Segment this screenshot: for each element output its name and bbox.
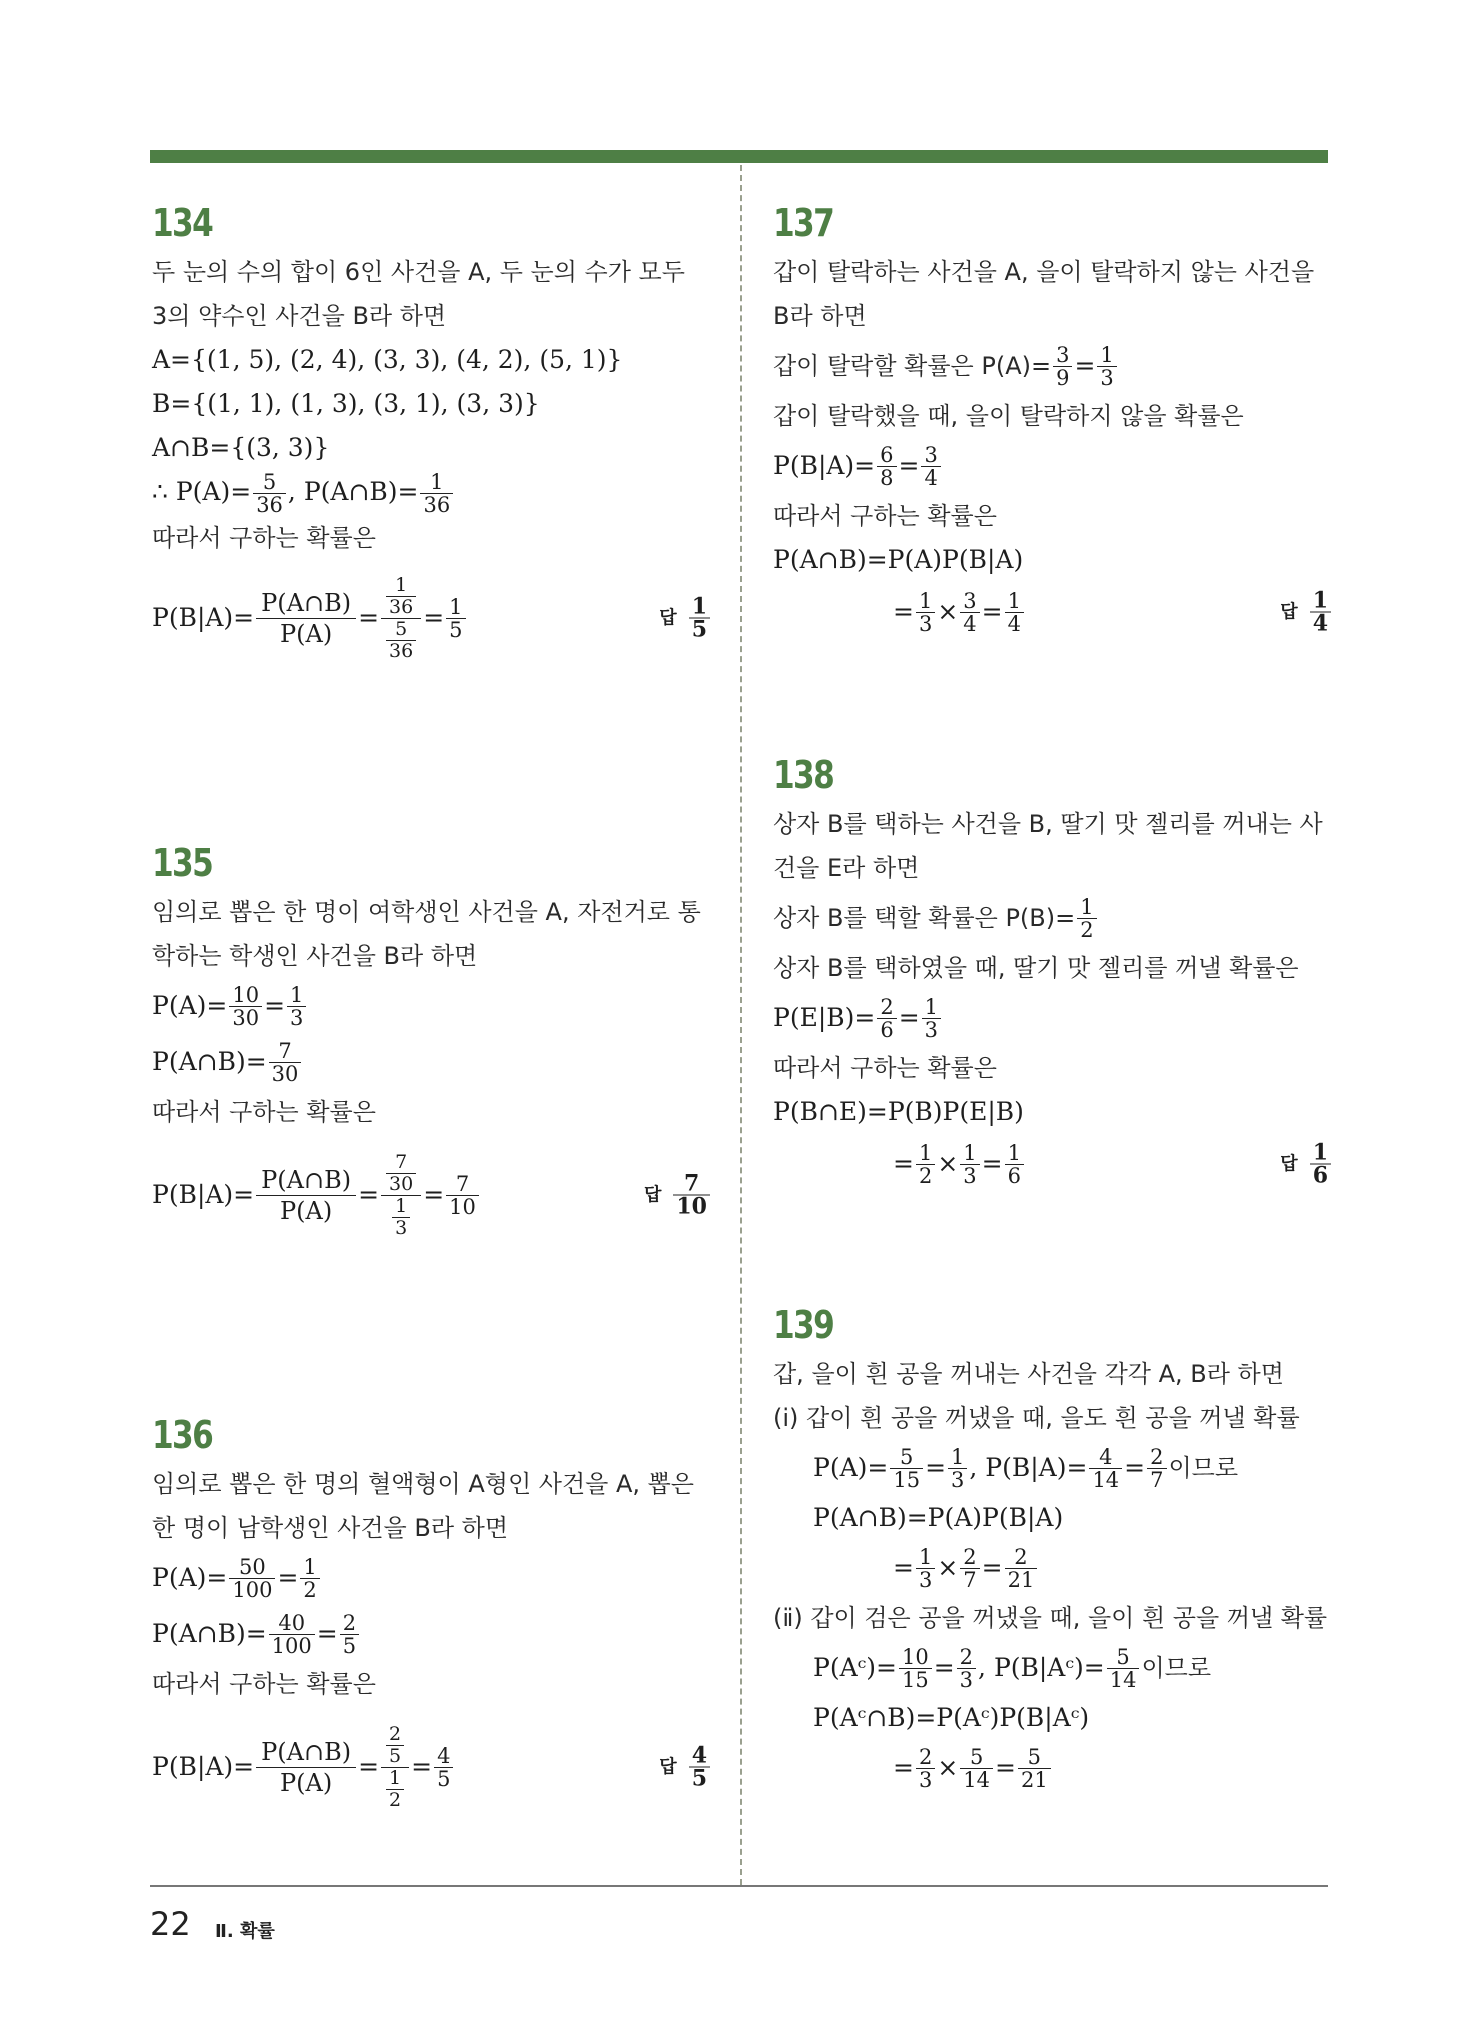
- denominator: 5: [434, 1767, 453, 1790]
- denominator: 36: [420, 493, 453, 516]
- numerator: 1: [395, 1194, 408, 1217]
- denominator: 2: [300, 1578, 319, 1601]
- fraction: [386, 619, 416, 662]
- pa-lhs: P(A)=: [152, 1563, 228, 1592]
- denominator: 5: [386, 1745, 404, 1767]
- pab-line: [152, 1606, 712, 1662]
- denominator: 4: [1005, 612, 1024, 635]
- text-line: 따라서 구하는 확률은: [152, 524, 376, 552]
- equals: =: [893, 597, 914, 626]
- case-2-product-rule: P(Aᶜ∩B)=P(Aᶜ)P(B|Aᶜ): [813, 1703, 1090, 1732]
- pa-line: [152, 1550, 712, 1606]
- denominator: 21: [1018, 1768, 1051, 1791]
- text-line: 두 눈의 수의 합이 6인 사건을 A, 두 눈의 수가 모두: [152, 258, 685, 286]
- pba-line: [773, 438, 1333, 494]
- denominator: 7: [960, 1568, 979, 1591]
- text-line: 따라서 구하는 확률은: [152, 1670, 376, 1698]
- nested-denominator: [381, 1767, 409, 1811]
- numerator: 4: [691, 1742, 707, 1769]
- fraction: [1053, 344, 1072, 389]
- answer-label: 답: [1280, 1153, 1298, 1174]
- numerator: 1: [395, 573, 408, 596]
- fraction: [386, 1724, 404, 1767]
- fraction: [960, 1746, 993, 1791]
- pba-lhs: P(B|A)=: [773, 451, 876, 480]
- denominator: 14: [1107, 1668, 1140, 1691]
- fraction: [386, 575, 416, 618]
- column-separator: [740, 165, 742, 1885]
- problem-135: [152, 840, 712, 1250]
- times: ×: [937, 1753, 959, 1782]
- numerator: 50: [239, 1554, 266, 1579]
- denominator: 6: [1310, 1164, 1331, 1187]
- fraction: [287, 984, 306, 1029]
- fraction: [300, 1556, 319, 1601]
- equals: =: [264, 991, 286, 1020]
- text-line: 3의 약수인 사건을 B라 하면: [152, 302, 447, 330]
- case-2-probabilities: [773, 1640, 1333, 1696]
- problem-139: [773, 1302, 1333, 1796]
- denominator: P(A): [256, 1767, 356, 1798]
- text-line: 따라서 구하는 확률은: [152, 1098, 376, 1126]
- numerator: 1: [918, 588, 933, 613]
- pbac-lhs: , P(B|Aᶜ)=: [978, 1653, 1105, 1682]
- times: ×: [937, 597, 959, 626]
- answer-fraction: [1310, 1139, 1331, 1189]
- numerator: 1: [389, 1766, 402, 1789]
- denominator: 14: [1089, 1468, 1122, 1491]
- fraction: [1107, 1646, 1140, 1691]
- numerator: 5: [262, 470, 277, 494]
- equals: =: [277, 1563, 299, 1592]
- numerator: 2: [918, 1744, 933, 1769]
- answer-fraction: [673, 1170, 710, 1220]
- numerator: 4: [1099, 1444, 1113, 1469]
- equals: =: [423, 603, 445, 632]
- equals: =: [981, 1149, 1003, 1178]
- pba-lhs: , P(B|A)=: [969, 1453, 1088, 1482]
- equals: =: [411, 1752, 433, 1781]
- numerator: 5: [969, 1744, 984, 1769]
- denominator: 14: [960, 1768, 993, 1791]
- pa-lhs: ∴ P(A)=: [152, 477, 252, 506]
- result-fraction: [446, 1173, 479, 1218]
- numerator: 1: [1007, 1140, 1021, 1165]
- denominator: 10: [673, 1195, 710, 1218]
- case-1-calc: [773, 1540, 1333, 1596]
- numerator: 1: [924, 994, 939, 1019]
- equals: =: [933, 1653, 955, 1682]
- problem-number: 139: [773, 1303, 834, 1347]
- pb-line: [773, 890, 1333, 946]
- text-line: 갑이 탈락하는 사건을 A, 을이 탈락하지 않는 사건을: [773, 258, 1315, 286]
- fraction: [1089, 1446, 1122, 1491]
- denominator: P(A): [256, 1195, 356, 1226]
- cond-lhs: P(B|A)=: [152, 603, 255, 632]
- answer: [1280, 1139, 1333, 1189]
- denominator: 4: [921, 466, 940, 489]
- answer-label: 답: [659, 607, 677, 628]
- numerator: 1: [963, 1140, 977, 1165]
- fraction: [340, 1612, 359, 1657]
- big-fraction: [256, 1165, 356, 1226]
- result-fraction: [434, 1745, 453, 1790]
- denominator: 3: [916, 1568, 935, 1591]
- tail-text: 이므로: [1141, 1654, 1212, 1682]
- equals: =: [995, 1753, 1016, 1782]
- denominator: 3: [1097, 366, 1116, 389]
- text-line: 한 명이 남학생인 사건을 B라 하면: [152, 1514, 509, 1542]
- fraction: [916, 590, 935, 635]
- denominator: 2: [916, 1164, 935, 1187]
- equals: =: [358, 1752, 380, 1781]
- denominator: 9: [1053, 366, 1072, 389]
- equals: =: [316, 1619, 338, 1648]
- problem-137: [773, 200, 1333, 642]
- numerator: 5: [395, 617, 408, 640]
- fraction: [916, 1142, 935, 1187]
- fraction: [392, 1196, 410, 1239]
- fraction: [1018, 1746, 1051, 1791]
- numerator: 2: [959, 1644, 974, 1669]
- nested-fraction: [381, 575, 421, 662]
- denominator: 30: [229, 1006, 262, 1029]
- case-2-calc: [773, 1740, 1333, 1796]
- denominator: 15: [890, 1468, 923, 1491]
- numerator: P(A∩B): [261, 588, 352, 617]
- numerator: 1: [303, 1554, 317, 1579]
- tail-text: 이므로: [1168, 1454, 1239, 1482]
- denominator: 15: [899, 1668, 932, 1691]
- numerator: 1: [449, 594, 463, 619]
- pa-lhs: P(A)=: [152, 991, 228, 1020]
- text-line: 상자 B를 택하는 사건을 B, 딸기 맛 젤리를 꺼내는 사: [773, 810, 1323, 838]
- denominator: 100: [269, 1634, 315, 1657]
- answer: [659, 593, 712, 643]
- problem-138: [773, 752, 1333, 1194]
- denominator: 30: [386, 1173, 416, 1195]
- equals: =: [898, 451, 920, 480]
- fraction: [386, 1768, 404, 1811]
- fraction: [1005, 1142, 1024, 1187]
- big-fraction: [256, 1737, 356, 1798]
- problem-136: [152, 1412, 712, 1822]
- denominator: 8: [877, 466, 896, 489]
- numerator: 1: [1100, 342, 1114, 367]
- numerator: 1: [430, 470, 444, 494]
- denominator: 21: [1005, 1568, 1038, 1591]
- nested-denominator: [381, 618, 421, 662]
- equals: =: [981, 1553, 1003, 1582]
- denominator: 5: [689, 618, 710, 641]
- denominator: 2: [1077, 918, 1096, 941]
- fraction: [921, 444, 940, 489]
- top-green-bar: [150, 150, 1328, 163]
- set-a-and-b: A∩B={(3, 3)}: [152, 433, 330, 462]
- denominator: 10: [446, 1195, 479, 1218]
- numerator: 5: [1116, 1644, 1130, 1669]
- pab-lhs: , P(A∩B)=: [287, 477, 419, 506]
- equals: =: [1124, 1453, 1146, 1482]
- nested-fraction: [381, 1724, 409, 1811]
- equals: =: [423, 1180, 445, 1209]
- result-fraction: [446, 596, 465, 641]
- equals: =: [358, 1180, 380, 1209]
- pab-line: [152, 1034, 712, 1090]
- case-1-heading: (ⅰ) 갑이 흰 공을 꺼냈을 때, 을도 흰 공을 꺼낼 확률: [773, 1404, 1300, 1432]
- denominator: 36: [386, 596, 416, 618]
- peb-line: [773, 990, 1333, 1046]
- denominator: 2: [386, 1789, 404, 1811]
- problem-number: 134: [152, 201, 213, 245]
- cond-lhs: P(B|A)=: [152, 1752, 255, 1781]
- answer-fraction: [1310, 587, 1331, 637]
- denominator: 3: [916, 1768, 935, 1791]
- pa-text: 갑이 탈락할 확률은 P(A)=: [773, 352, 1052, 380]
- fraction: [1005, 1546, 1038, 1591]
- numerator: 2: [1014, 1544, 1028, 1569]
- numerator: 3: [924, 442, 938, 467]
- peb-lhs: P(E|B)=: [773, 1003, 876, 1032]
- text-line: 갑, 을이 흰 공을 꺼내는 사건을 각각 A, B라 하면: [773, 1360, 1284, 1388]
- numerator: 2: [880, 994, 894, 1019]
- answer: [1280, 587, 1333, 637]
- numerator: 1: [1080, 894, 1094, 919]
- denominator: 3: [392, 1217, 410, 1239]
- numerator: 1: [951, 1444, 965, 1469]
- numerator: 7: [278, 1038, 292, 1063]
- product-rule: P(B∩E)=P(B)P(E|B): [773, 1097, 1024, 1126]
- numerator: 7: [455, 1171, 470, 1196]
- product-calc: [773, 582, 1333, 642]
- denominator: 3: [957, 1668, 976, 1691]
- answer: [659, 1742, 712, 1792]
- fraction: [420, 471, 453, 516]
- text-line: 따라서 구하는 확률은: [773, 1054, 997, 1082]
- denominator: 36: [386, 640, 416, 662]
- pb-text: 상자 B를 택할 확률은 P(B)=: [773, 904, 1076, 932]
- numerator: 1: [918, 1140, 933, 1165]
- nested-numerator: [381, 1724, 409, 1767]
- numerator: 7: [684, 1170, 700, 1197]
- case-1-product-rule: P(A∩B)=P(A)P(B|A): [813, 1503, 1064, 1532]
- text-line: 건을 E라 하면: [773, 854, 920, 882]
- equals: =: [893, 1753, 914, 1782]
- answer: [643, 1170, 712, 1220]
- denominator: 5: [689, 1767, 710, 1790]
- case-1-probabilities: [773, 1440, 1333, 1496]
- numerator: 1: [691, 593, 707, 620]
- answer-label: 답: [1280, 601, 1298, 622]
- conditional-probability: [152, 1712, 712, 1822]
- fraction: [253, 471, 286, 516]
- times: ×: [937, 1553, 959, 1582]
- set-b: B={(1, 1), (1, 3), (3, 1), (3, 3)}: [152, 389, 540, 418]
- text-line: 따라서 구하는 확률은: [773, 502, 997, 530]
- numerator: 3: [963, 588, 977, 613]
- nested-numerator: [381, 1152, 421, 1195]
- denominator: 3: [960, 1164, 979, 1187]
- pac-lhs: P(Aᶜ)=: [813, 1653, 897, 1682]
- page-number: 22: [150, 1905, 191, 1943]
- denominator: 100: [229, 1578, 275, 1601]
- fraction: [229, 984, 262, 1029]
- equals: =: [925, 1453, 947, 1482]
- fraction: [877, 444, 896, 489]
- answer-label: 답: [643, 1184, 662, 1205]
- denominator: 6: [877, 1018, 896, 1041]
- pab-lhs: P(A∩B)=: [152, 1619, 267, 1648]
- equals: =: [981, 597, 1003, 626]
- problem-number: 136: [152, 1413, 213, 1457]
- problem-number: 135: [152, 841, 213, 885]
- fraction: [269, 1040, 302, 1085]
- nested-numerator: [381, 575, 421, 618]
- nested-denominator: [381, 1195, 421, 1239]
- denominator: 3: [948, 1468, 967, 1491]
- numerator: 5: [900, 1444, 914, 1469]
- product-rule: P(A∩B)=P(A)P(B|A): [773, 545, 1024, 574]
- fraction: [899, 1646, 932, 1691]
- fraction: [922, 996, 941, 1041]
- denominator: 6: [1005, 1164, 1024, 1187]
- denominator: 3: [287, 1006, 306, 1029]
- pa-line: [152, 978, 712, 1034]
- numerator: 10: [901, 1644, 929, 1669]
- text-line: 갑이 탈락했을 때, 을이 탈락하지 않을 확률은: [773, 402, 1244, 430]
- conditional-probability: [152, 1140, 712, 1250]
- equals: =: [893, 1149, 914, 1178]
- fraction: [957, 1646, 976, 1691]
- fraction: [960, 1142, 979, 1187]
- conditional-probability: [152, 570, 712, 666]
- answer-fraction: [689, 593, 710, 643]
- fraction: [269, 1612, 315, 1657]
- fraction: [890, 1446, 923, 1491]
- text-line: 상자 B를 택하였을 때, 딸기 맛 젤리를 꺼낼 확률은: [773, 954, 1299, 982]
- numerator: 2: [963, 1544, 977, 1569]
- case-2-heading: (ⅱ) 갑이 검은 공을 꺼냈을 때, 을이 흰 공을 꺼낼 확률: [773, 1604, 1328, 1632]
- denominator: 36: [253, 493, 286, 516]
- denominator: 3: [916, 612, 935, 635]
- numerator: 7: [395, 1150, 408, 1173]
- numerator: 1: [1312, 587, 1328, 614]
- equals: =: [893, 1553, 914, 1582]
- denominator: 3: [922, 1018, 941, 1041]
- text-line: 임의로 뽑은 한 명이 여학생인 사건을 A, 자전거로 통: [152, 898, 701, 926]
- numerator: 2: [342, 1610, 357, 1635]
- text-line: B라 하면: [773, 302, 867, 330]
- fraction: [1005, 590, 1024, 635]
- numerator: 40: [278, 1610, 306, 1635]
- fraction: [877, 996, 896, 1041]
- fraction: [916, 1546, 935, 1591]
- equals: =: [898, 1003, 920, 1032]
- pa-line: [773, 338, 1333, 394]
- section-title: Ⅱ. 확률: [215, 1921, 275, 1942]
- problem-number: 138: [773, 753, 834, 797]
- fraction: [229, 1556, 275, 1601]
- numerator: 2: [1150, 1444, 1164, 1469]
- denominator: 5: [340, 1634, 359, 1657]
- numerator: 1: [918, 1544, 933, 1569]
- denominator: 4: [1310, 612, 1331, 635]
- problem-number: 137: [773, 201, 834, 245]
- probability-line: [152, 470, 712, 516]
- denominator: 4: [960, 612, 979, 635]
- nested-fraction: [381, 1152, 421, 1239]
- numerator: 1: [1312, 1139, 1328, 1166]
- set-a: A={(1, 5), (2, 4), (3, 3), (4, 2), (5, 1)}: [152, 345, 623, 374]
- cond-lhs: P(B|A)=: [152, 1180, 255, 1209]
- pa-lhs: P(A)=: [813, 1453, 889, 1482]
- answer-fraction: [689, 1742, 710, 1792]
- fraction: [960, 1546, 979, 1591]
- numerator: P(A∩B): [261, 1737, 352, 1766]
- bottom-rule: [150, 1885, 1328, 1887]
- denominator: 30: [269, 1062, 302, 1085]
- numerator: P(A∩B): [261, 1165, 352, 1194]
- answer-label: 답: [659, 1756, 677, 1777]
- big-fraction: [256, 588, 356, 649]
- numerator: 6: [880, 442, 894, 467]
- denominator: 7: [1147, 1468, 1166, 1491]
- numerator: 3: [1056, 342, 1070, 367]
- text-line: 임의로 뽑은 한 명의 혈액형이 A형인 사건을 A, 뽑은: [152, 1470, 694, 1498]
- fraction: [916, 1746, 935, 1791]
- denominator: P(A): [256, 618, 356, 649]
- fraction: [386, 1152, 416, 1195]
- fraction: [1147, 1446, 1166, 1491]
- numerator: 5: [1027, 1744, 1042, 1769]
- product-calc: [773, 1134, 1333, 1194]
- numerator: 1: [1007, 588, 1021, 613]
- times: ×: [937, 1149, 959, 1178]
- fraction: [1077, 896, 1096, 941]
- numerator: 4: [437, 1743, 451, 1768]
- fraction: [1097, 344, 1116, 389]
- numerator: 10: [232, 982, 260, 1007]
- pab-lhs: P(A∩B)=: [152, 1047, 267, 1076]
- fraction: [948, 1446, 967, 1491]
- denominator: 5: [446, 618, 465, 641]
- equals: =: [358, 603, 380, 632]
- problem-134: [152, 200, 712, 666]
- numerator: 1: [290, 982, 304, 1007]
- equals: =: [1074, 351, 1096, 380]
- numerator: 2: [389, 1722, 402, 1745]
- fraction: [960, 590, 979, 635]
- text-line: 학하는 학생인 사건을 B라 하면: [152, 942, 478, 970]
